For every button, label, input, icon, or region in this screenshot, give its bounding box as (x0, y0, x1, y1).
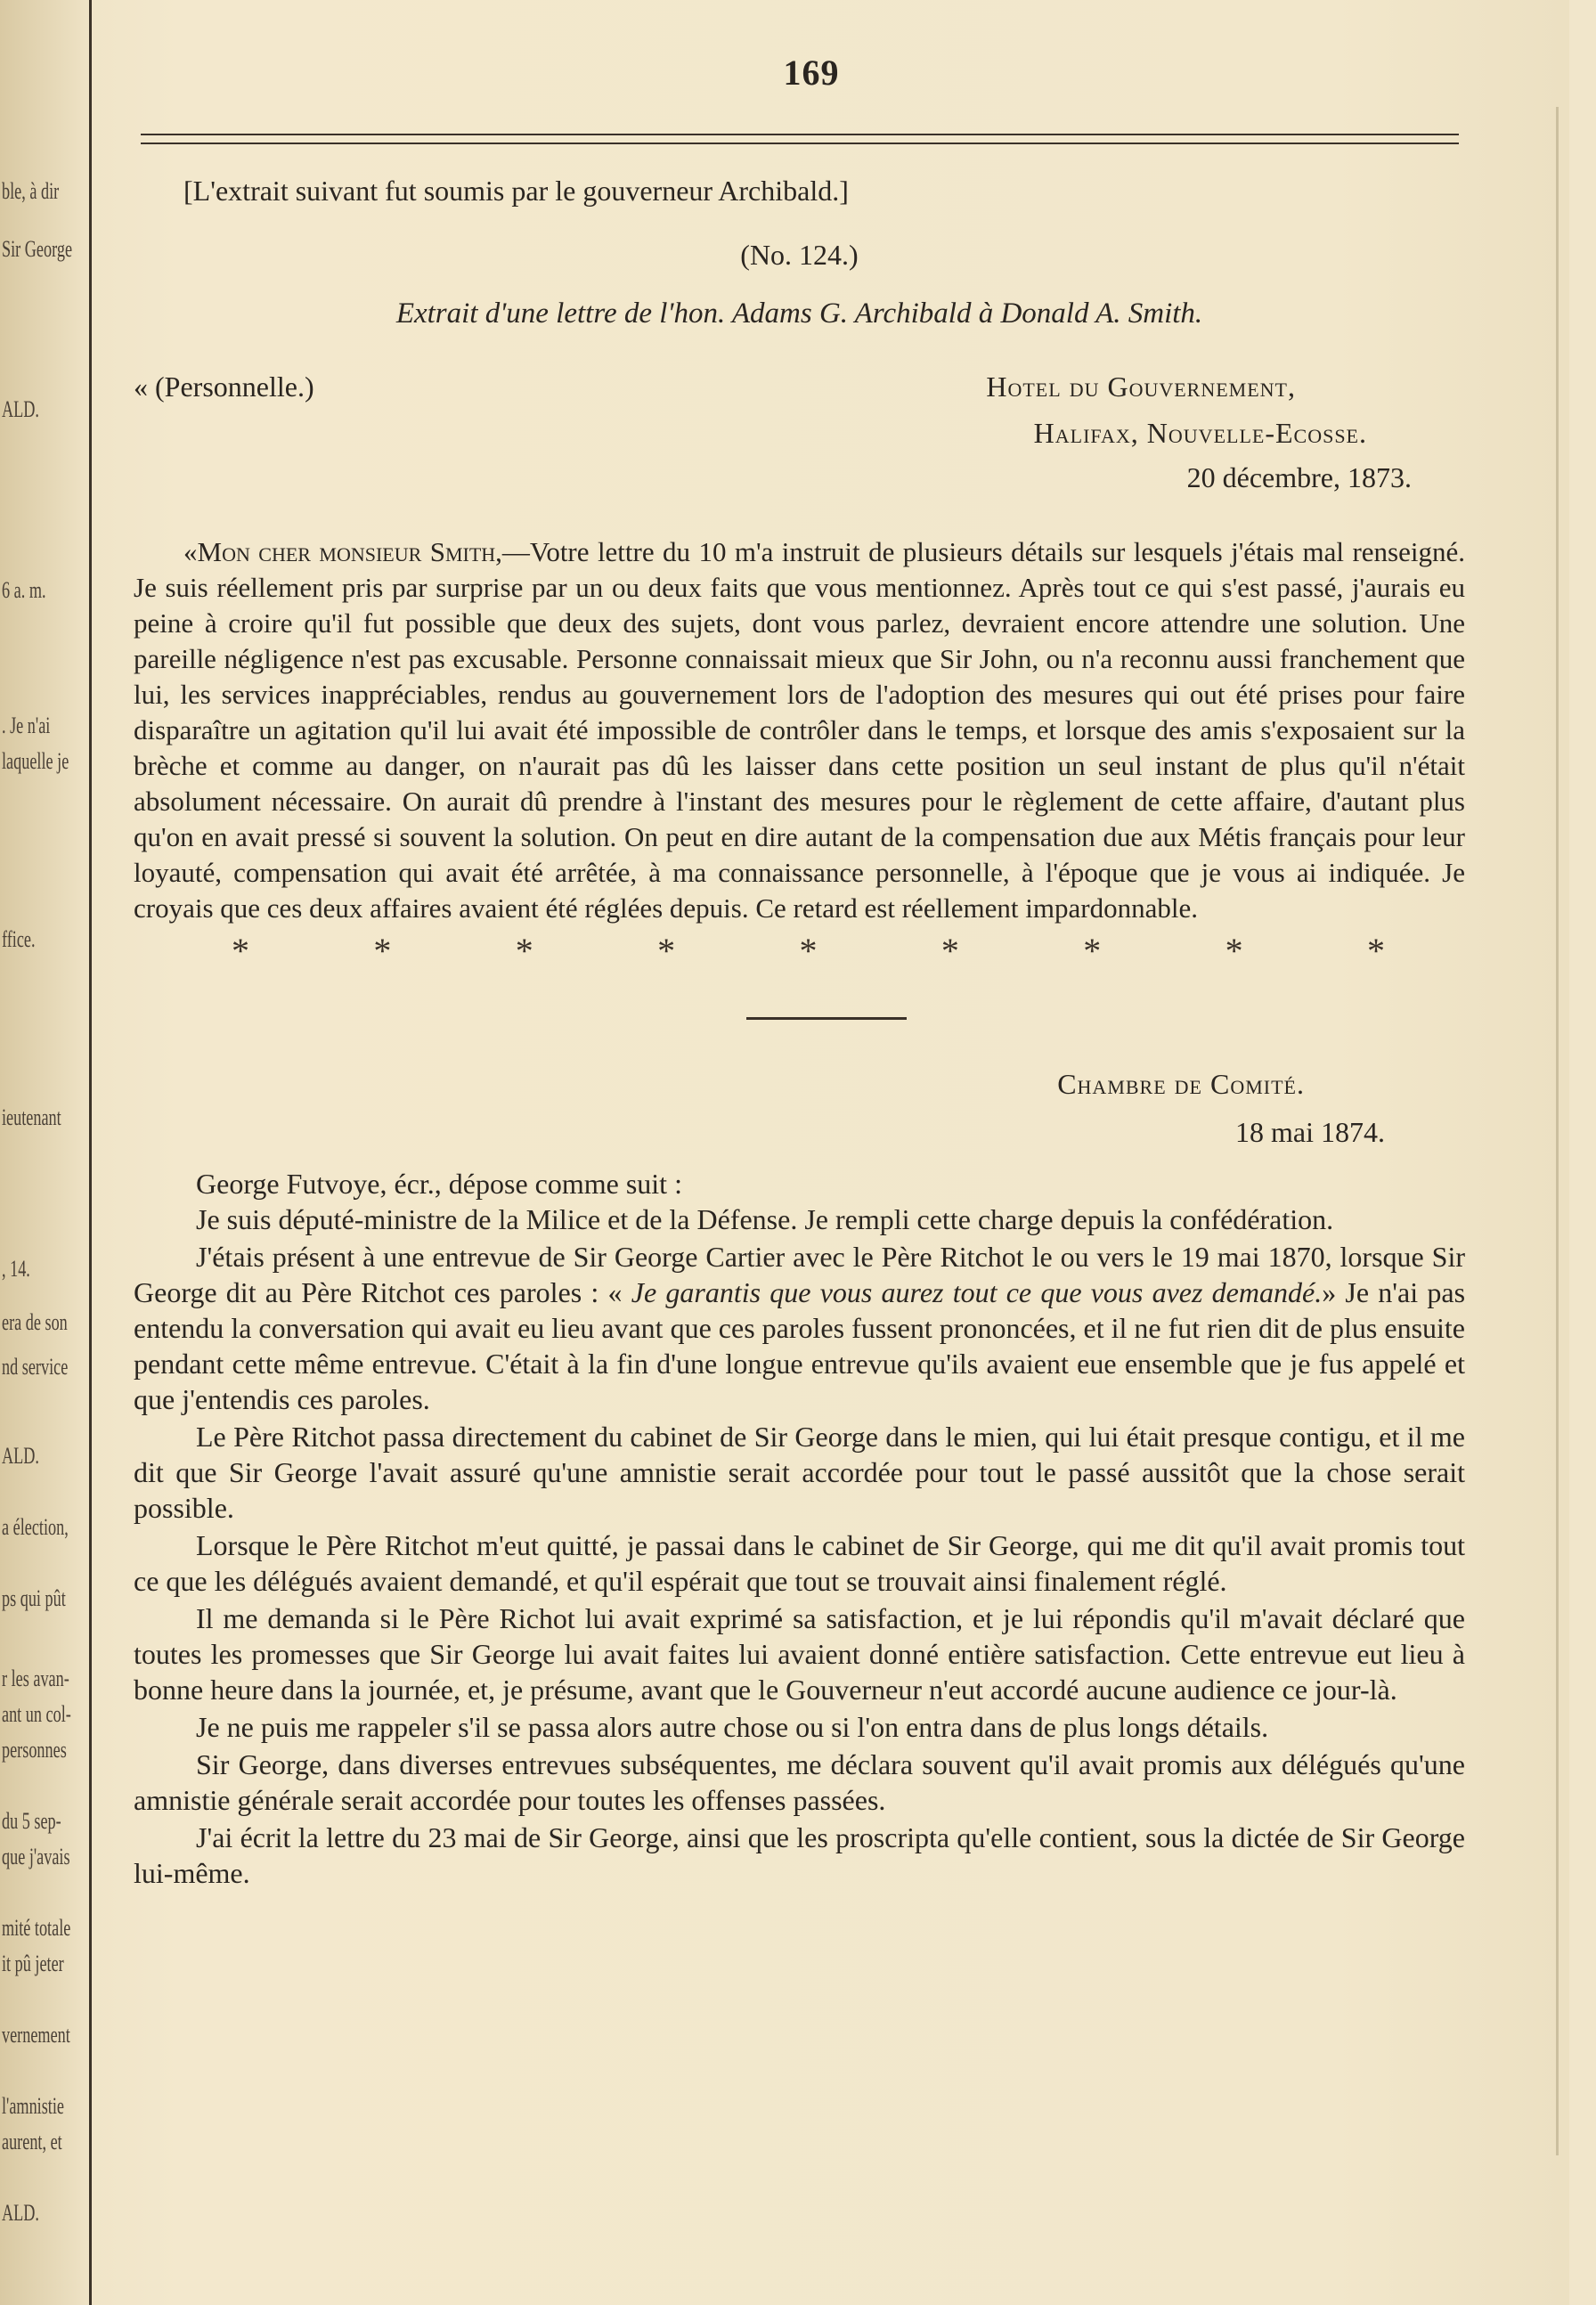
header-rule (141, 134, 1459, 135)
section-divider (746, 1017, 907, 1020)
margin-fragment: 6 a. m. (2, 577, 46, 603)
star-mark: * (799, 931, 818, 971)
margin-fragment: aurent, et (2, 2129, 62, 2154)
margin-fragment: it pû jeter (2, 1951, 64, 1976)
star-mark: * (1083, 931, 1102, 971)
page-content (134, 160, 1465, 1891)
margin-fragment: ieutenant (2, 1104, 61, 1130)
margin-fragment: nd service (2, 1354, 69, 1380)
intro-note: [L'extrait suivant fut soumis par le gouverneur Archibald.] (183, 175, 849, 207)
letter-heading: Extrait d'une lettre de l'hon. Adams G. Archibald à Donald A. Smith. (395, 297, 1203, 330)
star-mark: * (232, 931, 249, 971)
letter-date: 20 décembre, 1873. (1186, 461, 1412, 493)
paragraph-text: J'étais présent à une entrevue de Sir George Cartier avec le Père Ritchot le ou vers le 19 mai 1870, lorsque Sir George dit au Père Ritchot ces paroles : « (134, 1241, 1465, 1308)
star-mark: * (940, 931, 959, 971)
ellipsis-stars (134, 933, 1465, 969)
margin-fragment: a élection, (2, 1514, 69, 1540)
margin-fragment: laquelle je (2, 748, 69, 774)
deposition-paragraph: Je suis député-ministre de la Milice et de la Défense. Je rempli cette charge depuis la confédération. (196, 1203, 1334, 1235)
margin-fragment: personnes (2, 1737, 67, 1763)
quoted-words: Je garantis que vous aurez tout ce que vous avez demandé. (631, 1276, 1323, 1308)
star-mark: * (1225, 931, 1243, 971)
margin-fragment: . Je n'ai (2, 713, 51, 738)
margin-fragment: Sir George (2, 236, 73, 262)
star-mark: * (657, 931, 676, 971)
deposition-paragraph: Le Père Ritchot passa directement du cabinet de Sir George dans le mien, qui lui était presque contigu, et il me dit que Sir George l'avait assuré qu'une amnistie serait accordée pour tout le passé aussitôt que la chose serait possible. (134, 1421, 1465, 1524)
margin-fragment: l'amnistie (2, 2093, 65, 2119)
committee-date: 18 mai 1874. (1235, 1116, 1385, 1148)
margin-fragment: , 14. (2, 1256, 30, 1282)
margin-fragment: ble, à dir (2, 178, 60, 204)
star-mark: * (1367, 931, 1385, 971)
page-number: 169 (783, 53, 840, 93)
deposition-paragraph: Je ne puis me rappeler s'il se passa alors autre chose ou si l'on entra dans de plus longs détails. (196, 1711, 1269, 1743)
address-line: Halifax, Nouvelle-Ecosse. (1033, 417, 1367, 449)
deposition-intro: George Futvoye, écr., dépose comme suit : (196, 1168, 682, 1200)
letter-body (134, 534, 1465, 926)
margin-fragment: era de son (2, 1309, 68, 1335)
margin-fragment: ALD. (2, 1443, 39, 1469)
margin-fragment: ps qui pût (2, 1585, 66, 1611)
deposition-paragraph: Sir George, dans diverses entrevues subséquentes, me déclara souvent qu'il avait promis aux délégués qu'une amnistie générale serait accordée pour toutes les offenses passées. (134, 1748, 1465, 1816)
deposition-paragraph: Il me demanda si le Père Richot lui avait exprimé sa satisfaction, et je lui répondis qu'il m'avait déclaré que toutes les promesses que Sir George lui avait faites lui avaient donné entière satisfaction. Cette entrevue eut lieu à bonne heure dans la journée, et, je présume, avant que le Gouverneur n'eut accordé aucune audience ce jour-là. (134, 1602, 1465, 1706)
margin-fragment: ffice. (2, 926, 36, 952)
margin-fragment: r les avan- (2, 1666, 69, 1691)
margin-fragment: mité totale (2, 1915, 71, 1941)
deposition-paragraph: J'ai écrit la lettre du 23 mai de Sir George, ainsi que les proscripta qu'elle contient, sous la dictée de Sir George lui-même. (134, 1821, 1465, 1889)
star-mark: * (373, 931, 392, 971)
deposition-paragraph: Lorsque le Père Ritchot m'eut quitté, je passai dans le cabinet de Sir George, qui me dit qu'il avait promis tout ce que les délégués avaient demandé, et qu'il espérait que tout se trouvait ainsi finalement réglé. (134, 1529, 1465, 1597)
deposition-paragraph (134, 1239, 1465, 1417)
margin-fragment: du 5 sep- (2, 1808, 61, 1834)
paragraph-text: » Je n'ai pas entendu la conversation qui avait eu lieu avant que ces paroles fussent prononcées, et il ne fut rien dit de plus ensuite pendant cette même entrevue. C'était à la fin d'une longue entrevue qu'ils avaient eue ensemble que je fus appelé et que j'entendis ces paroles. (134, 1276, 1466, 1415)
letter-text: —Votre lettre du 10 m'a instruit de plusieurs détails sur lesquels j'étais mal renseigné. Je suis réellement pris par surprise par un ou deux faits que vous mentionnez. Après tout ce qui s'est passé, j'aurais eu peine à croire qu'il fut possible que deux des sujets, dont vous parlez, devraient encore attendre une solution. Une pareille négligence n'est pas excusable. Personne connaissait mieux que Sir John, ou n'a reconnu aussi franchement que lui, les services inappréciables, rendus au gouvernement lors de l'adoption des mesures qui out été prises pour faire disparaître un agitation qu'il lui avait été impossible de contrôler dans le temps, et lorsque des amis s'exposaient sur la brèche et comme au danger, on n'aurait pas dû les laisser dans cette position un seul instant de plus qu'il n'était absolument nécessaire. On aurait dû prendre à l'instant des mesures pour le règlement de cette affaire, d'autant plus qu'on en avait pressé si souvent la solution. On peut en dire autant de la compensation due aux Métis français pour leur loyauté, compensation qui avait été arrêtée, à ma connaissance personnelle, à l'époque que je vous ai indiquée. Je croyais que ces deux affaires avaient été réglées depuis. Ce retard est réellement impardonnable. (134, 536, 1465, 924)
margin-fragment: ALD. (2, 396, 39, 422)
address-line: Hotel du Gouvernement, (986, 371, 1296, 403)
document-number: (No. 124.) (740, 239, 859, 271)
star-mark: * (515, 931, 533, 971)
page-edge (1556, 107, 1559, 2155)
committee-title: Chambre de Comité. (1057, 1068, 1305, 1100)
margin-fragment: que j'avais (2, 1844, 70, 1869)
margin-fragment: ALD. (2, 2200, 39, 2226)
letter-header (134, 353, 1465, 531)
gutter-line (89, 0, 92, 2305)
personal-label: « (Personnelle.) (134, 371, 314, 403)
salutation: «Mon cher monsieur Smith, (183, 536, 502, 567)
margin-fragment: vernement (2, 2022, 70, 2048)
margin-fragment: ant un col- (2, 1701, 71, 1727)
header-rule (141, 143, 1459, 144)
